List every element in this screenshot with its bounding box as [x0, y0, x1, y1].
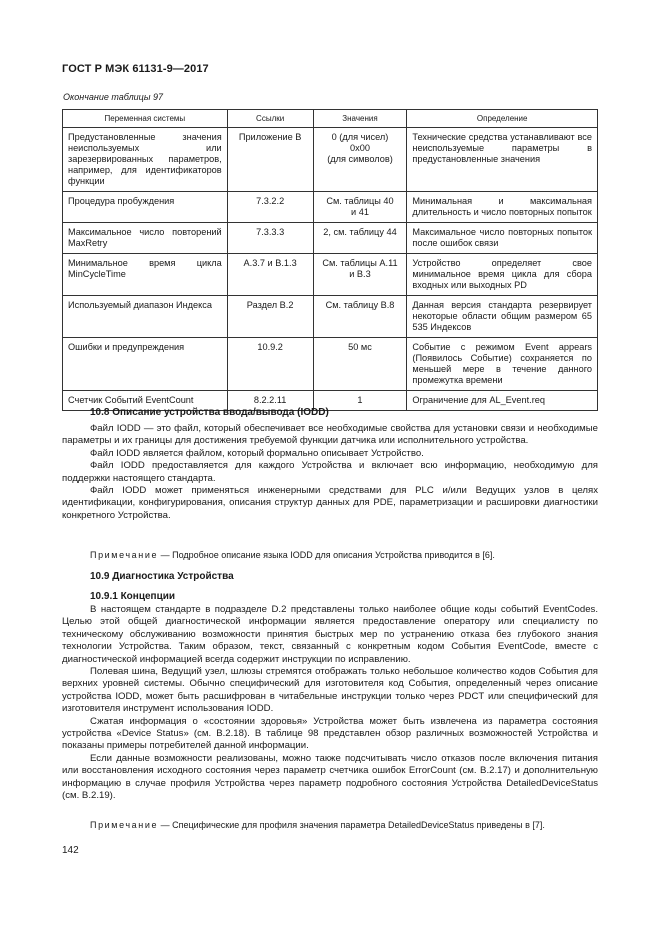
column-header-values: Значения — [313, 110, 407, 128]
cell-definition: Данная версия стандарта резервирует некоторые области общим размером 65 535 Индексов — [407, 296, 598, 338]
cell-definition: Устройство определяет свое минимальное время цикла для сбора входных или выходных PD — [407, 254, 598, 296]
note-label: Примечание — [90, 550, 159, 560]
table-header-row — [63, 110, 598, 128]
cell-definition: Минимальная и максимальная длительность и число повторных попыток — [407, 192, 598, 223]
cell-variable: Предустановленные значения неиспользуемых или зарезервированных параметров, например, для идентификаторов функции — [63, 128, 228, 192]
cell-variable: Максимальное число повторений MaxRetry — [63, 223, 228, 254]
cell-values: См. таблицу B.8 — [313, 296, 407, 338]
cell-refs: Приложение B — [227, 128, 313, 192]
table-caption: Окончание таблицы 97 — [63, 92, 163, 102]
paragraph: Файл IODD предоставляется для каждого Устройства и включает всю информацию, необходимую для поддержки настоящего стандарта. — [62, 460, 598, 484]
cell-refs: Раздел B.2 — [227, 296, 313, 338]
note-text: — Специфические для профиля значения параметра DetailedDeviceStatus приведены в [7]. — [158, 820, 545, 830]
table-row — [63, 338, 598, 391]
column-header-variable: Переменная системы — [63, 110, 228, 128]
cell-variable: Ошибки и предупреждения — [63, 338, 228, 391]
paragraph: Файл IODD может применяться инженерными средствами для PLC и/или Ведущих узлов в целях идентификации, конфигурирования, описания структур данных для PDE, параметризации и расшировки диагностики конкретного Устройства. — [62, 485, 598, 521]
section-heading-10-9: 10.9 Диагностика Устройства — [90, 571, 234, 582]
paragraph: Полевая шина, Ведущий узел, шлюзы стремятся отображать только небольшое количество кодов События для верхних уровней системы. Обычно специфический для изготовителя код События, определенный через описание устройства IODD, может быть расшифрован в читабельные инструкции только через PDCT или специфический для изготовителя инструмент использования IODD. — [62, 666, 598, 715]
note-device-status — [62, 819, 598, 831]
note-text: — Подробное описание языка IODD для описания Устройства приводится в [6]. — [158, 550, 495, 560]
cell-refs: 8.2.2.11 — [227, 391, 313, 411]
paragraph: Сжатая информация о «состоянии здоровья» Устройства может быть извлечена из параметра состояния устройства «Device Status» (см. B.2.18). В таблице 98 представлен обзор различных возможностей Устройства и показаны примеры потребителей данной информации. — [62, 715, 598, 752]
cell-values: См. таблицы 40 и 41 — [313, 192, 407, 223]
table-row — [63, 223, 598, 254]
cell-definition: Ограничение для AL_Event.req — [407, 391, 598, 411]
page-number: 142 — [62, 845, 79, 856]
table-row — [63, 192, 598, 223]
subsection-heading-10-9-1: 10.9.1 Концепции — [90, 591, 176, 602]
cell-variable: Счетчик Событий EventCount — [63, 391, 228, 411]
cell-values: 2, см. таблицу 44 — [313, 223, 407, 254]
table-row — [63, 296, 598, 338]
cell-refs: 7.3.3.3 — [227, 223, 313, 254]
paragraph: Файл IODD является файлом, который формально описывает Устройство. — [90, 447, 424, 459]
cell-variable: Минимальное время цикла MinCycleTime — [63, 254, 228, 296]
paragraph: Если данные возможности реализованы, можно также подсчитывать число отказов после включения питания или восстановления исходного состояния через параметр счетчика ошибок ErrorCount (см. B.2.17) и дополнительную информацию в случае профиля Устройства через параметр подробного состояния Устройства DetailedDeviceStatus (см. B.2.19). — [62, 752, 598, 802]
table-row — [63, 254, 598, 296]
cell-values: 1 — [313, 391, 407, 411]
column-header-refs: Ссылки — [227, 110, 313, 128]
note-label: Примечание — [90, 820, 159, 830]
cell-definition: Технические средства устанавливают все неиспользуемые параметры в предустановленные значения — [407, 128, 598, 192]
cell-definition: Событие с режимом Event appears (Появилось Событие) сохраняется по меньшей мере в течение данного промежутка времени — [407, 338, 598, 391]
cell-values: 50 мс — [313, 338, 407, 391]
cell-values: См. таблицы A.11 и B.3 — [313, 254, 407, 296]
system-variables-table — [62, 109, 598, 411]
cell-definition: Максимальное число повторных попыток после ошибок связи — [407, 223, 598, 254]
cell-refs: 7.3.2.2 — [227, 192, 313, 223]
cell-refs: 10.9.2 — [227, 338, 313, 391]
section-heading-10-8: 10.8 Описание устройства ввода/вывода (IODD) — [90, 407, 329, 418]
cell-refs: A.3.7 и B.1.3 — [227, 254, 313, 296]
cell-values: 0 (для чисел) 0x00 (для символов) — [313, 128, 407, 192]
paragraph: Файл IODD — это файл, который обеспечивает все необходимые свойства для установки связи и необходимые параметры и их границы для достижения требуемой функции датчика или исполнительного устройства. — [62, 423, 598, 447]
table-row — [63, 128, 598, 192]
note-iodd — [62, 549, 598, 561]
document-header: ГОСТ Р МЭК 61131-9—2017 — [62, 63, 209, 75]
paragraph: В настоящем стандарте в подразделе D.2 представлены только наиболее общие коды событий EventCodes. Целью этой общей диагностической информации является предоставление оператору или специалисту по техническому обслуживанию возможности принятия быстрых мер по устранению отказа без глубокого знания технологии Устройства. Таким образом, текст, связанный с конкретным кодом События EventCode, вместе с диагностической информацией всегда содержит инструкции по исправлению. — [62, 604, 598, 665]
section-10-9-text — [62, 604, 598, 803]
column-header-definition: Определение — [407, 110, 598, 128]
cell-variable: Процедура пробуждения — [63, 192, 228, 223]
cell-variable: Используемый диапазон Индекса — [63, 296, 228, 338]
section-10-8-text — [62, 423, 598, 522]
